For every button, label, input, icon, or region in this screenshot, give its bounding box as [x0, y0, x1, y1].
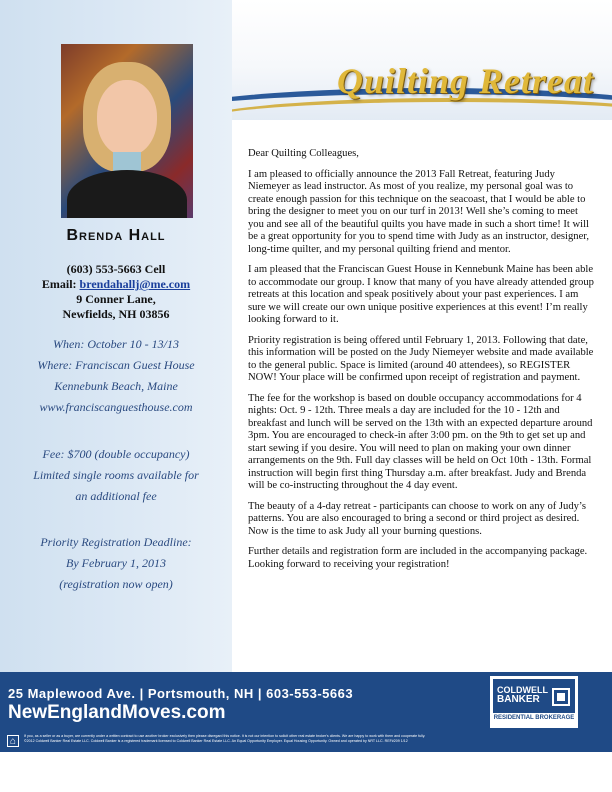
letter-paragraph: Priority registration is being offered until February 1, 2013. Following that date, this information will be posted on the Judy Niemeyer website and made available to the general public. Space is limited (around 40 attendees), so REGISTER NOW! Your place will be confirmed upon receipt of registration and payment. — [248, 334, 594, 383]
event-location: Kennebunk Beach, Maine — [54, 379, 178, 393]
logo-subtitle: RESIDENTIAL BROKERAGE — [493, 715, 575, 721]
event-website[interactable]: www.franciscanguesthouse.com — [39, 400, 193, 414]
event-when-where — [0, 334, 232, 418]
agent-street: 9 Conner Lane, — [76, 292, 156, 306]
event-when: When: October 10 - 13/13 — [53, 337, 179, 351]
deadline-date: By February 1, 2013 — [66, 556, 166, 570]
agent-contact — [0, 262, 232, 322]
footer-bar — [0, 672, 612, 732]
letter-body — [248, 148, 594, 579]
letter-salutation: Dear Quilting Colleagues, — [248, 148, 359, 159]
agent-name: Brenda Hall — [66, 227, 166, 244]
event-single-rooms: Limited single rooms available for — [33, 468, 199, 482]
deadline-label: Priority Registration Deadline: — [40, 535, 192, 549]
logo-line2: BANKER — [497, 694, 540, 705]
letter-paragraph: I am pleased that the Franciscan Guest House in Kennebunk Maine has been able to accommodate our group. I know that many of you have already attended group retreats at this location and speak positively about your past experiences. I am sure we will create our own unique positive experiences at this event! I’m really looking forward to it. — [248, 264, 594, 325]
disclaimer-text — [24, 734, 604, 743]
logo-line1: COLDWELL — [497, 685, 548, 695]
footer-address: 25 Maplewood Ave. | Portsmouth, NH | 603-553-5663 — [8, 686, 354, 701]
footer-website[interactable]: NewEnglandMoves.com — [8, 702, 226, 723]
deadline-note: (registration now open) — [59, 577, 173, 591]
logo-square-icon — [552, 688, 570, 706]
equal-housing-icon: ⌂ — [7, 735, 19, 747]
disclaimer-line: If you, as a seller or as a buyer, are currently under a written contract to use another broker exclusively then please disregard this notice. It is not our intention to solicit other real estate broker's clients. We are happy to work with them and cooperate fully. — [24, 734, 426, 738]
letter-paragraph: Further details and registration form are included in the accompanying package. Looking forward to receiving your registration! — [248, 546, 588, 570]
agent-city: Newfields, NH 03856 — [62, 307, 170, 321]
event-where: Where: Franciscan Guest House — [37, 358, 195, 372]
agent-phone: (603) 553-5663 Cell — [66, 262, 166, 276]
letter-paragraph: The fee for the workshop is based on double occupancy accommodations for 4 nights: Oct. 9 - 12th. Three meals a day are included for the 10 - 12th and breakfast and lunch will be served on the 13th with an expected departure around 3pm. You are encouraged to check-in after 3:00 pm. on the 9th to get set up and start sewing if you desire. You will need to plan on making your own dinner arrangements on the 9th. Full day classes will be held on Oct 10th - 13th. Formal instruction will begin first thing Thursday a.m. after breakfast. Judy and Brenda will be co-instructing throughout the 4 day event. — [248, 392, 593, 491]
coldwell-banker-logo — [490, 676, 578, 728]
event-deadline — [0, 532, 232, 595]
agent-photo — [61, 44, 193, 218]
page-title: Quilting Retreat — [336, 61, 594, 101]
letter-paragraph: The beauty of a 4-day retreat - participants can choose to work on any of Judy’s patterns. You are also encouraged to bring a second or third project as desired. Now is the time to ask Judy all your burning questions. — [248, 500, 587, 537]
event-single-fee: an additional fee — [75, 489, 157, 503]
event-fee — [0, 444, 232, 507]
agent-email-row — [0, 277, 232, 292]
letter-paragraph: I am pleased to officially announce the 2013 Fall Retreat, featuring Judy Niemeyer as lead instructor. As most of you realize, my personal goal was to create enough passion for this technique on the seacoast, that I would be able to bring the designer to meet you on our turf in 2013! Well she’s coming to meet you and see all of the beautiful quilts you have made in such a short time! It will be a great opportunity for you to spend time with Judy as an instructor, designer, long-time quilter, and my personal quilting friend and mentor. — [248, 168, 590, 255]
sidebar — [0, 0, 232, 672]
agent-email-link[interactable]: brendahallj@me.com — [79, 277, 191, 291]
disclaimer-line: ©2012 Coldwell Banker Real Estate LLC. Coldwell Banker is a registered trademark licensed to Coldwell Banker Real Estate LLC. An Equal Opportunity Employer. Equal Housing Opportunity. Owned and operated by NRT LLC. REF#209 1/12 — [24, 738, 408, 743]
event-fee-text: Fee: $700 (double occupancy) — [42, 447, 190, 461]
email-label: Email: — [41, 277, 77, 291]
disclaimer-bar — [0, 732, 612, 752]
